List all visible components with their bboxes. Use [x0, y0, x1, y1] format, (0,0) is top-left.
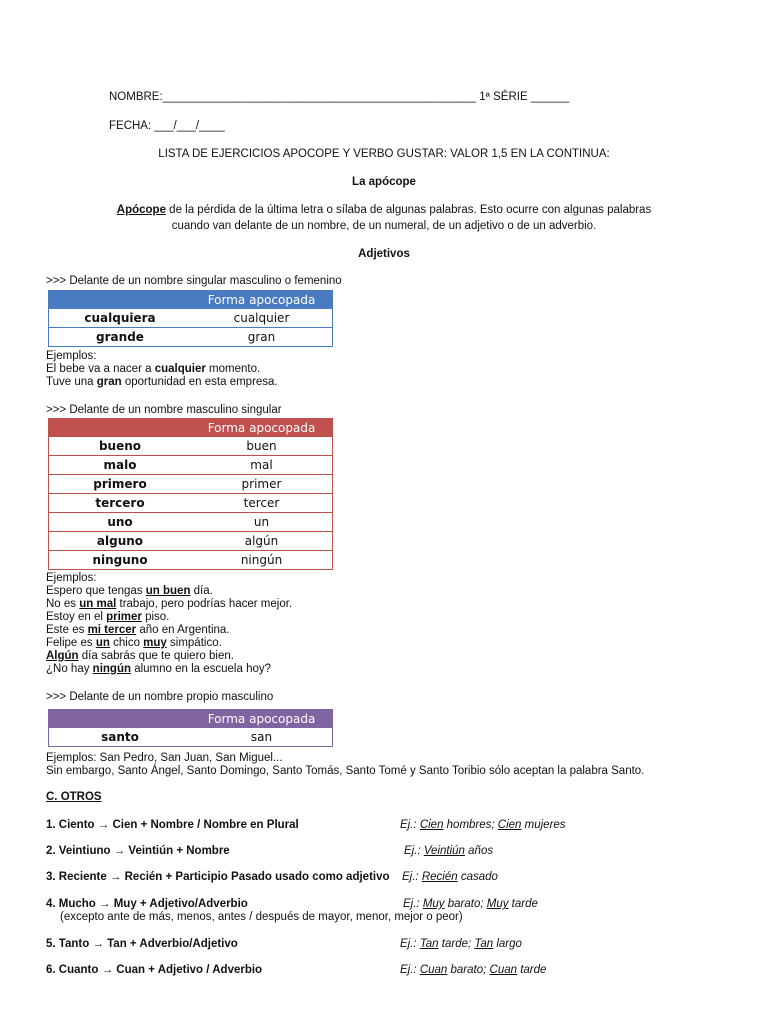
example-line: Ejemplos: San Pedro, San Juan, San Miguel...	[46, 752, 283, 764]
otros-rule-3: 3. Reciente → Recién + Participio Pasado usado como adjetivo	[46, 871, 390, 883]
table-header-row	[49, 291, 333, 310]
examples-label: Ejemplos:	[46, 572, 97, 584]
examples-label: Ejemplos:	[46, 350, 97, 362]
table-row	[49, 456, 333, 475]
intro-line-1-text: de la pérdida de la última letra o sílaba de algunas palabras. Esto ocurre con algunas palabras	[165, 204, 652, 216]
example-line: Felipe es un chico muy simpático.	[46, 637, 222, 649]
word-cell: ninguno	[49, 551, 192, 570]
word-cell: alguno	[49, 532, 192, 551]
word-cell: uno	[49, 513, 192, 532]
intro-line-1	[0, 204, 768, 216]
otros-rule-1: 1. Ciento → Cien + Nombre / Nombre en Plural	[46, 819, 299, 831]
otros-example-3: Ej.: Recién casado	[402, 871, 498, 883]
example-line: Espero que tengas un buen día.	[46, 585, 213, 597]
apocope-cell: algún	[191, 532, 333, 551]
example-line: El bebe va a nacer a cualquier momento.	[46, 363, 261, 375]
apocope-cell: gran	[191, 328, 333, 347]
word-cell: tercero	[49, 494, 192, 513]
table-row	[49, 532, 333, 551]
table-row	[49, 309, 333, 328]
apocope-cell: tercer	[191, 494, 333, 513]
word-cell: bueno	[49, 437, 192, 456]
apocope-table-1	[48, 290, 333, 347]
apocope-term: Apócope	[116, 204, 166, 216]
otros-rule-5: 5. Tanto → Tan + Adverbio/Adjetivo	[46, 938, 238, 950]
intro-line-2: cuando van delante de un nombre, de un numeral, de un adjetivo o de un adverbio.	[171, 220, 597, 232]
table-row	[49, 513, 333, 532]
nombre-field: NOMBRE:_________________________________________________ 1ª SÉRIE ______	[109, 91, 570, 103]
word-cell: santo	[49, 728, 192, 747]
example-line: Este es mi tercer año en Argentina.	[46, 624, 230, 636]
otros-example-4: Ej.: Muy barato; Muy tarde	[403, 898, 538, 910]
apocope-cell: ningún	[191, 551, 333, 570]
table-row	[49, 475, 333, 494]
section2-label: >>> Delante de un nombre masculino singular	[46, 404, 282, 416]
otros-example-1: Ej.: Cien hombres; Cien mujeres	[400, 819, 566, 831]
example-line: ¿No hay ningún alumno en la escuela hoy?	[46, 663, 272, 675]
table-header-label: Forma apocopada	[191, 710, 333, 729]
table-row	[49, 551, 333, 570]
example-line: Estoy en el primer piso.	[46, 611, 170, 623]
word-cell: malo	[49, 456, 192, 475]
example-line: No es un mal trabajo, pero podrías hacer mejor.	[46, 598, 293, 610]
table-row	[49, 328, 333, 347]
examples-1	[46, 350, 278, 389]
otros-example-5: Ej.: Tan tarde; Tan largo	[400, 938, 522, 950]
table-header-row	[49, 419, 333, 438]
otros-example-2: Ej.: Veintiún años	[404, 845, 494, 857]
section3-label: >>> Delante de un nombre propio masculino	[46, 691, 274, 703]
page-title: LISTA DE EJERCICIOS APOCOPE Y VERBO GUSTAR: VALOR 1,5 EN LA CONTINUA:	[158, 148, 610, 160]
adjetivos-heading: Adjetivos	[358, 248, 410, 260]
apocope-cell: san	[191, 728, 333, 747]
otros-rule-2: 2. Veintiuno → Veintiún + Nombre	[46, 845, 230, 857]
word-cell: primero	[49, 475, 192, 494]
section1-label: >>> Delante de un nombre singular masculino o femenino	[46, 275, 342, 287]
word-cell: cualquiera	[49, 309, 192, 328]
apocope-table-2	[48, 418, 333, 570]
fecha-field: FECHA: ___/___/____	[109, 120, 225, 132]
examples-2	[46, 572, 292, 676]
table-row	[49, 728, 333, 747]
example-line: Algún día sabrás que te quiero bien.	[46, 650, 234, 662]
otros-heading: C. OTROS	[46, 791, 102, 803]
word-cell: grande	[49, 328, 192, 347]
table-header-label: Forma apocopada	[191, 419, 333, 438]
apocope-cell: mal	[191, 456, 333, 475]
table-header-label: Forma apocopada	[191, 291, 333, 310]
example-line: Sin embargo, Santo Ángel, Santo Domingo, Santo Tomás, Santo Tomé y Santo Toribio sólo aceptan la palabra Santo.	[46, 765, 645, 777]
example-line: Tuve una gran oportunidad en esta empresa.	[46, 376, 278, 388]
otros-example-6: Ej.: Cuan barato; Cuan tarde	[400, 964, 547, 976]
table-row	[49, 494, 333, 513]
apocope-table-3	[48, 709, 333, 747]
apocope-cell: un	[191, 513, 333, 532]
otros-rule-4: 4. Mucho → Muy + Adjetivo/Adverbio	[46, 898, 248, 910]
section-title: La apócope	[352, 176, 416, 188]
apocope-cell: primer	[191, 475, 333, 494]
apocope-cell: buen	[191, 437, 333, 456]
apocope-cell: cualquier	[191, 309, 333, 328]
otros-note-4: (excepto ante de más, menos, antes / después de mayor, menor, mejor o peor)	[60, 911, 463, 923]
examples-3	[46, 752, 644, 778]
table-row	[49, 437, 333, 456]
table-header-row	[49, 710, 333, 729]
otros-rule-6: 6. Cuanto → Cuan + Adjetivo / Adverbio	[46, 964, 263, 976]
